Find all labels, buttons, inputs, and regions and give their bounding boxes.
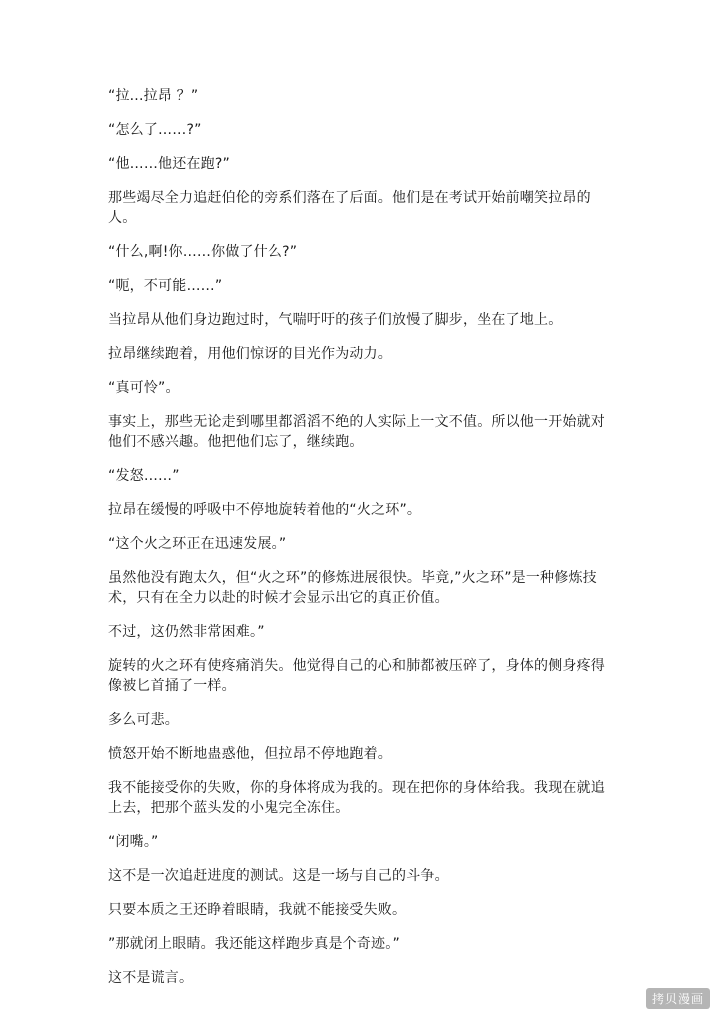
paragraph: 当拉昂从他们身边跑过时，气喘吁吁的孩子们放慢了脚步，坐在了地上。 bbox=[108, 312, 563, 328]
paragraph: 我不能接受你的失败，你的身体将成为我的。现在把你的身体给我。我现在就追上去，把那个蓝头发的小鬼完全冻住。 bbox=[108, 780, 605, 816]
paragraph: 旋转的火之环有使疼痛消失。他觉得自己的心和肺都被压碎了，身体的侧身疼得像被匕首捅了一样。 bbox=[108, 658, 605, 694]
paragraph: 多么可悲。 bbox=[108, 712, 179, 728]
paragraph: “呃，不可能……” bbox=[108, 278, 223, 294]
paragraph: “什么,啊!你……你做了什么?” bbox=[108, 244, 298, 260]
paragraph: 那些竭尽全力追赶伯伦的旁系们落在了后面。他们是在考试开始前嘲笑拉昂的人。 bbox=[108, 190, 591, 226]
paragraph: 只要本质之王还睁着眼睛，我就不能接受失败。 bbox=[108, 902, 407, 918]
paragraph: “这个火之环正在迅速发展。” bbox=[108, 536, 287, 552]
paragraph: 不过，这仍然非常困难。” bbox=[108, 624, 265, 640]
paragraph: 虽然他没有跑太久，但“火之环”的修炼进展很快。毕竟,”火之环”是一种修炼技术，只有在全力以赴的时候才会显示出它的真正价值。 bbox=[108, 570, 597, 606]
paragraph: 拉昂继续跑着，用他们惊讶的目光作为动力。 bbox=[108, 346, 392, 362]
document-body bbox=[108, 86, 608, 1002]
paragraph: ”那就闭上眼睛。我还能这样跑步真是个奇迹。” bbox=[108, 936, 400, 952]
paragraph: “真可怜”。 bbox=[108, 380, 180, 396]
paragraph: 这不是谎言。 bbox=[108, 970, 194, 986]
paragraph: “怎么了……?” bbox=[108, 122, 202, 138]
paragraph: 愤怒开始不断地蛊惑他，但拉昂不停地跑着。 bbox=[108, 746, 392, 762]
paragraph: “拉...拉昂 ？” bbox=[108, 88, 199, 104]
paragraph: “他……他还在跑?” bbox=[108, 156, 230, 172]
paragraph: “闭嘴。” bbox=[108, 834, 159, 850]
watermark-logo: 拷贝漫画 bbox=[646, 988, 710, 1009]
paragraph: 拉昂在缓慢的呼吸中不停地旋转着他的“火之环”。 bbox=[108, 502, 422, 518]
paragraph: 事实上，那些无论走到哪里都滔滔不绝的人实际上一文不值。所以他一开始就对他们不感兴趣。他把他们忘了，继续跑。 bbox=[108, 414, 605, 450]
paragraph: 这不是一次追赶进度的测试。这是一场与自己的斗争。 bbox=[108, 868, 449, 884]
paragraph: “发怒……” bbox=[108, 468, 180, 484]
